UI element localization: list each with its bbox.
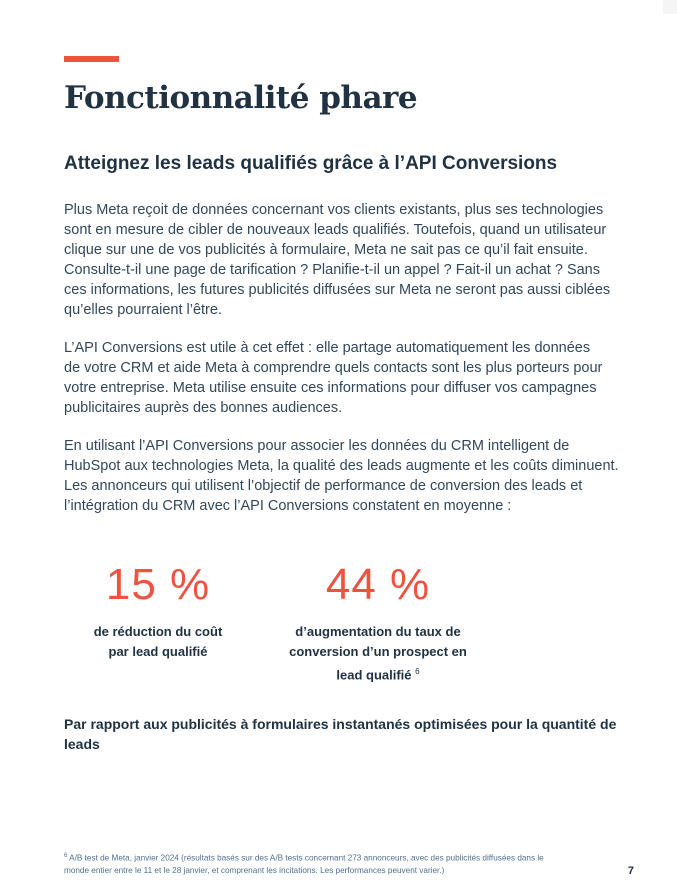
text-line: publicitaires auprès des bonnes audiences. [64,400,343,416]
comparison-note: Par rapport aux publicités à formulaires instantanés optimisées pour la quantité de leads [64,716,617,752]
text-line: Plus Meta reçoit de données concernant vos clients existants, plus ses technologies [64,202,604,218]
text-line: votre entreprise. Meta utilise ensuite ces informations pour diffuser vos campagnes [64,380,597,396]
footnote-line [64,850,544,865]
text-line: l’intégration du CRM avec l’API Conversions constatent en moyenne : [64,498,512,514]
text-line: ces informations, les futures publicités diffusées sur Meta ne seront pas aussi ciblées [64,282,611,298]
stat-conversion-increase [283,560,473,685]
page-corner [663,0,677,14]
paragraph-results [64,436,624,516]
footnote-text: A/B test de Meta, janvier 2024 (résultats basés sur des A/B tests concernant 273 annonceurs, avec des publicités diffusées dans le [69,853,544,863]
accent-bar [64,56,119,62]
text-line: qu’elles pourraient l’être. [64,302,222,318]
footnote-number: 6 [64,853,68,859]
section-subtitle: Atteignez les leads qualifiés grâce à l’API Conversions [64,153,558,174]
footnote-line: monde entier entre le 11 et le 28 janvier, et comprenant les incitations. Les performances peuvent varier.) [64,865,445,875]
text-line: Les annonceurs qui utilisent l’objectif de performance de conversion des leads et [64,478,583,494]
paragraph-intro [64,200,624,320]
stat-value: 15 % [105,560,211,609]
stat-label-text: lead qualifié [336,667,412,683]
text-line: de votre CRM et aide Meta à comprendre quels contacts sont les plus porteurs pour [64,360,603,376]
paragraph-api [64,338,624,418]
page-title: Fonctionnalité phare [64,80,418,116]
stat-label-line: d’augmentation du taux de [295,624,461,639]
stat-label [283,622,473,685]
stat-value: 44 % [325,560,431,609]
stat-label-line: de réduction du coût [93,624,223,639]
stat-label-line: par lead qualifié [108,644,208,659]
stat-label-line: conversion d’un prospect en [289,644,467,659]
text-line: L’API Conversions est utile à cet effet : elle partage automatiquement les données [64,340,591,356]
footnote-ref: 6 [415,667,420,676]
page-number: 7 [627,865,634,877]
text-line: clique sur une de vos publicités à formulaire, Meta ne sait pas ce qu’il fait ensuite. [64,242,588,258]
stat-label [78,622,238,662]
stat-label-line [283,662,473,685]
footnote [64,850,544,877]
text-line: En utilisant l’API Conversions pour associer les données du CRM intelligent de [64,438,570,454]
stat-cost-reduction [78,560,238,662]
text-line: HubSpot aux technologies Meta, la qualité des leads augmente et les coûts diminuent. [64,458,619,474]
text-line: Consulte-t-il une page de tarification ? Planifie-t-il un appel ? Fait-il un achat ? Sans [64,262,600,278]
text-line: sont en mesure de cibler de nouveaux leads qualifiés. Toutefois, quand un utilisateur [64,222,607,238]
